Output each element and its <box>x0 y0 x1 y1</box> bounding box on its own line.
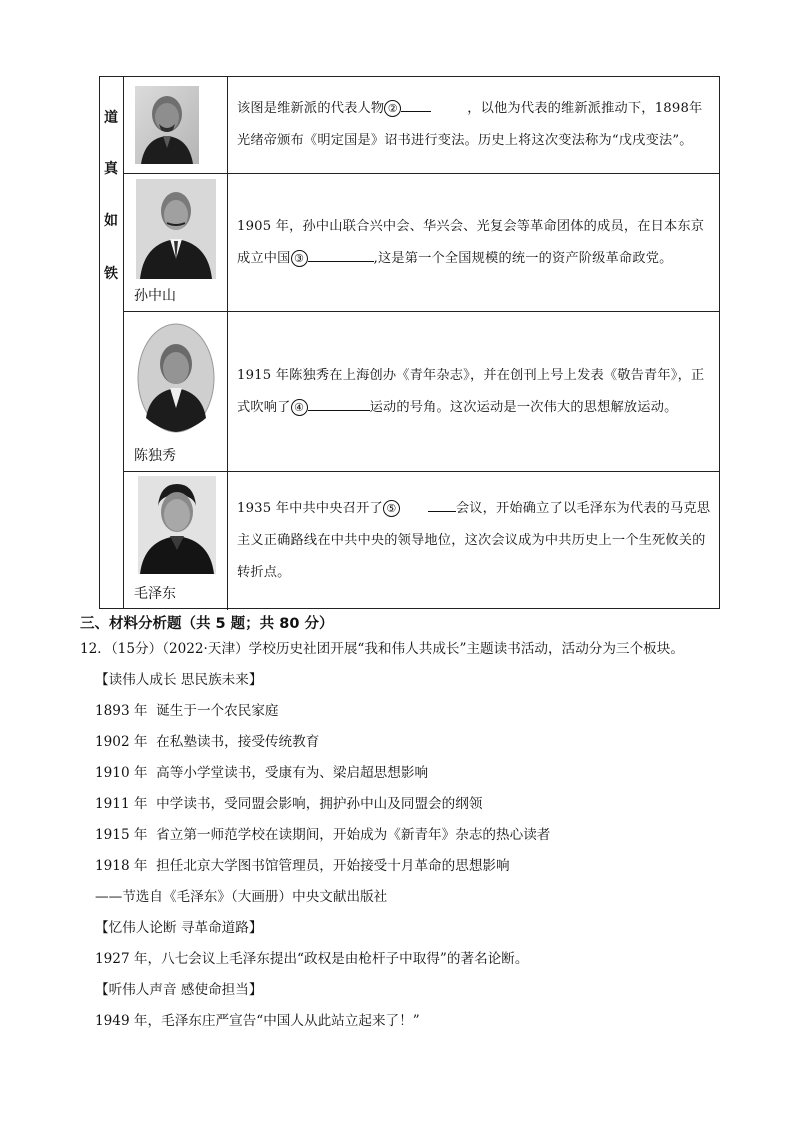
table-row <box>124 174 719 312</box>
block2-title: 【忆伟人论断 寻革命道路】 <box>95 920 263 936</box>
text-cell <box>228 77 719 173</box>
portrait-caption: 毛泽东 <box>134 586 176 602</box>
history-figures-table <box>99 76 720 609</box>
timeline-item: 1902 年 在私塾读书，接受传统教育 <box>95 734 320 750</box>
portrait-caption: 孙中山 <box>134 288 176 304</box>
table-row <box>124 472 719 610</box>
answer-blank[interactable] <box>308 396 370 411</box>
table-row <box>124 312 719 472</box>
blank-marker-3: ③ <box>291 250 308 267</box>
blank-marker-5: ⑤ <box>383 500 400 517</box>
question-intro: 12．（15分）（2022·天津）学校历史社团开展“我和伟人共成长”主题读书活动，活动分为三个板块。 <box>80 641 684 657</box>
sun-yat-sen-portrait <box>136 179 216 279</box>
side-label-column <box>100 77 124 608</box>
text-cell <box>228 472 719 610</box>
answer-blank[interactable] <box>308 247 374 262</box>
portrait-caption: 陈独秀 <box>134 448 176 464</box>
portrait-cell <box>124 77 228 173</box>
answer-blank[interactable] <box>401 97 431 112</box>
side-char: 道 <box>104 110 118 126</box>
timeline-item: 1911 年 中学读书，受同盟会影响，拥护孙中山及同盟会的纲领 <box>95 796 483 812</box>
source-citation: ——节选自《毛泽东》（大画册）中央文献出版社 <box>95 889 388 905</box>
text-cell <box>228 312 719 471</box>
row-text: 1915 年陈独秀在上海创办《青年杂志》，并在创刊上号上发表《敬告青年》，正式吹响了 ④ 运动的号角。这次运动是一次伟大的思想解放运动。 <box>237 367 705 415</box>
portrait-cell <box>124 312 228 471</box>
block1-title: 【读伟人成长 思民族未来】 <box>95 672 263 688</box>
portrait-cell <box>124 472 228 610</box>
chen-duxiu-portrait <box>136 322 216 434</box>
block2-text: 1927 年，八七会议上毛泽东提出“政权是由枪杆子中取得”的著名论断。 <box>95 951 529 967</box>
portrait-cell <box>124 174 228 311</box>
side-char: 真 <box>104 161 118 177</box>
side-char: 铁 <box>104 266 118 282</box>
timeline-item: 1893 年 诞生于一个农民家庭 <box>95 703 279 719</box>
table-row <box>124 77 719 174</box>
timeline-item: 1910 年 高等小学堂读书，受康有为、梁启超思想影响 <box>95 765 429 781</box>
side-char: 如 <box>104 213 118 229</box>
answer-blank[interactable] <box>428 497 456 512</box>
mao-zedong-portrait <box>138 476 216 574</box>
blank-marker-2: ② <box>384 100 401 117</box>
blank-marker-4: ④ <box>291 399 308 416</box>
row-text: 1905 年，孙中山联合兴中会、华兴会、光复会等革命团体的成员，在日本东京成立中国 ③ ,这是第一个全国规模的统一的资产阶级革命政党。 <box>237 218 705 266</box>
block3-text: 1949 年，毛泽东庄严宣告“中国人从此站立起来了！” <box>95 1013 420 1029</box>
timeline-item: 1918 年 担任北京大学图书馆管理员，开始接受十月革命的思想影响 <box>95 858 510 874</box>
block3-title: 【听伟人声音 感使命担当】 <box>95 982 263 998</box>
row-text: 1935 年中共中央召开了 ⑤ 会议，开始确立了以毛泽东为代表的马克思主义正确路线在中共中央的领导地位，这次会议成为中共历史上一个生死攸关的转折点。 <box>237 493 715 589</box>
text-cell <box>228 174 719 311</box>
section-title: 三、材料分析题（共 5 题；共 80 分） <box>80 616 334 632</box>
row-text: 该图是维新派的代表人物 ② ，以他为代表的维新派推动下，1898年光绪帝颁布《明定国是》诏书进行变法。历史上将这次变法称为“戊戌变法”。 <box>237 93 715 157</box>
timeline-item: 1915 年 省立第一师范学校在读期间，开始成为《新青年》杂志的热心读者 <box>95 827 551 843</box>
kang-youwei-portrait <box>135 86 199 164</box>
